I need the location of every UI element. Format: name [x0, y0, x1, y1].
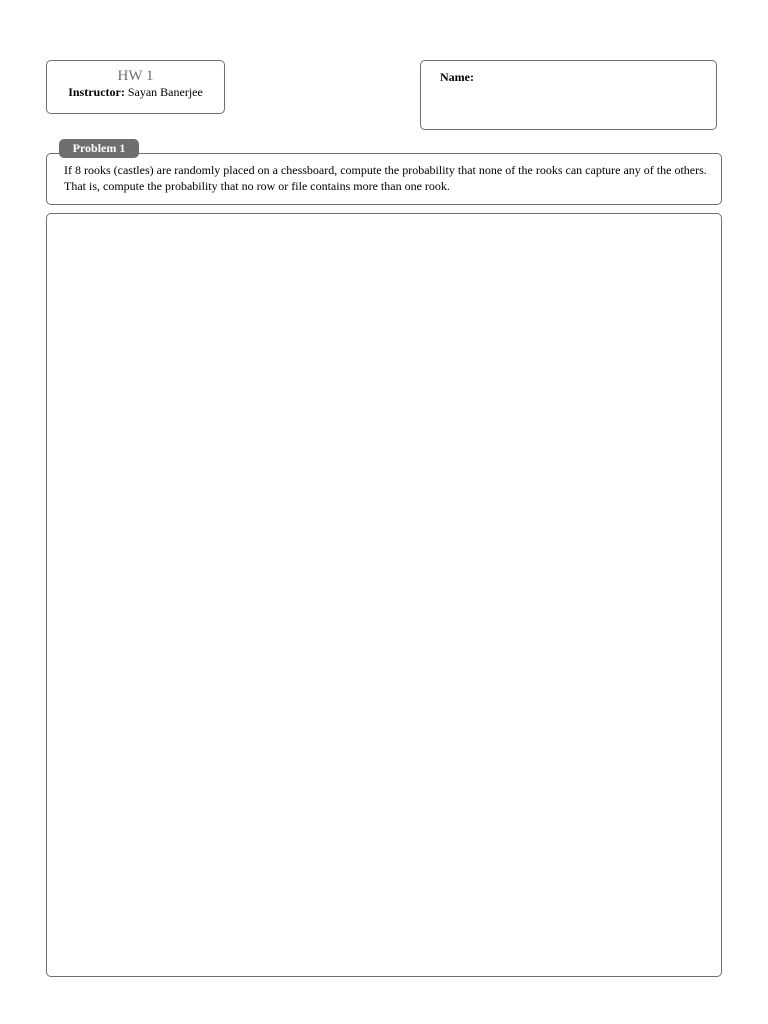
name-label: Name:	[440, 70, 474, 84]
assignment-title: HW 1	[117, 68, 154, 84]
answer-area[interactable]	[46, 213, 722, 977]
student-name-box[interactable]	[420, 60, 717, 130]
instructor-line	[47, 85, 224, 99]
assignment-header-box	[46, 60, 225, 114]
instructor-label: Instructor:	[68, 85, 125, 99]
instructor-name: Sayan Banerjee	[127, 85, 203, 99]
problem-statement-box	[46, 153, 722, 205]
problem-statement-text: If 8 rooks (castles) are randomly placed on a chessboard, compute the probability that none of the rooks can capture any of the others. That is, compute the probability that no row or file contains more than one rook.	[64, 163, 707, 193]
problem-tab-label: Problem 1	[59, 139, 139, 158]
